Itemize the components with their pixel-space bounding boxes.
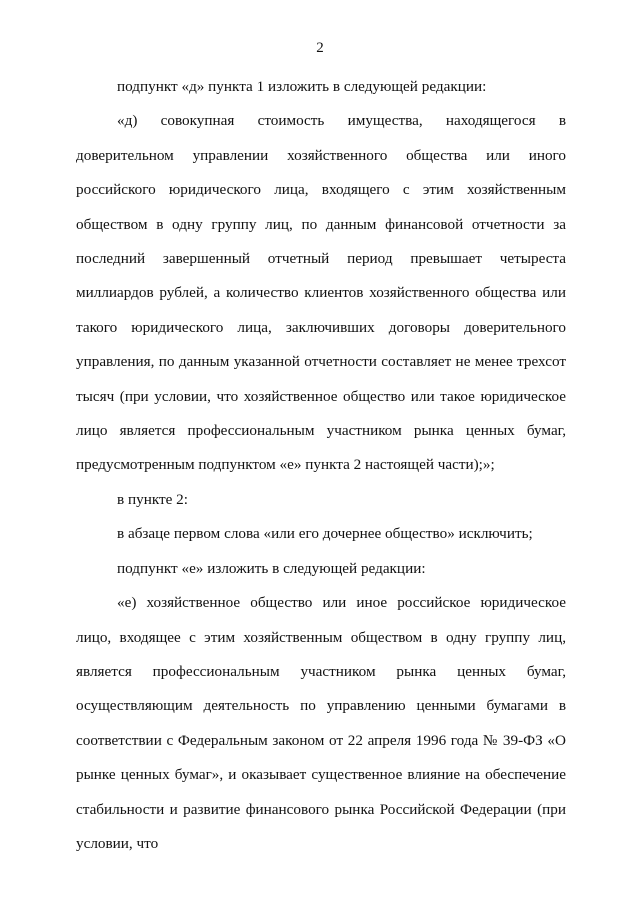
page-number: 2 (316, 40, 324, 56)
paragraph-6: «е) хозяйственное общество или иное российское юридическое лицо, входящее с этим хозяйственным обществом в одну группу лиц, является профессиональным участником рынка ценных бумаг, осуществляющим деятельность по управлению ценными бумагами в соответствии с Федеральным законом от 22 апреля 1996 года № 39-ФЗ «О рынке ценных бумаг», и оказывает существенное влияние на обеспечение стабильности и развитие финансового рынка Российской Федерации (при условии, что (76, 594, 566, 852)
paragraph-1: подпункт «д» пункта 1 изложить в следующей редакции: (117, 78, 487, 95)
paragraph-2: «д) совокупная стоимость имущества, находящегося в доверительном управлении хозяйственного общества или иного российского юридического лица, входящего с этим хозяйственным обществом в одну группу лиц, по данным финансовой отчетности за последний завершенный отчетный период превышает четыреста миллиардов рублей, а количество клиентов хозяйственного общества или такого юридического лица, заключивших договоры доверительного управления, по данным указанной отчетности составляет не менее трехсот тысяч (при условии, что хозяйственное общество или такое юридическое лицо является профессиональным участником рынка ценных бумаг, предусмотренным подпунктом «е» пункта 2 настоящей части);»; (76, 112, 566, 474)
document-body (76, 70, 566, 861)
paragraph-4: в абзаце первом слова «или его дочернее общество» исключить; (117, 525, 533, 543)
paragraph-5: подпункт «е» изложить в следующей редакции: (117, 559, 426, 577)
paragraph-3: в пункте 2: (117, 490, 188, 508)
